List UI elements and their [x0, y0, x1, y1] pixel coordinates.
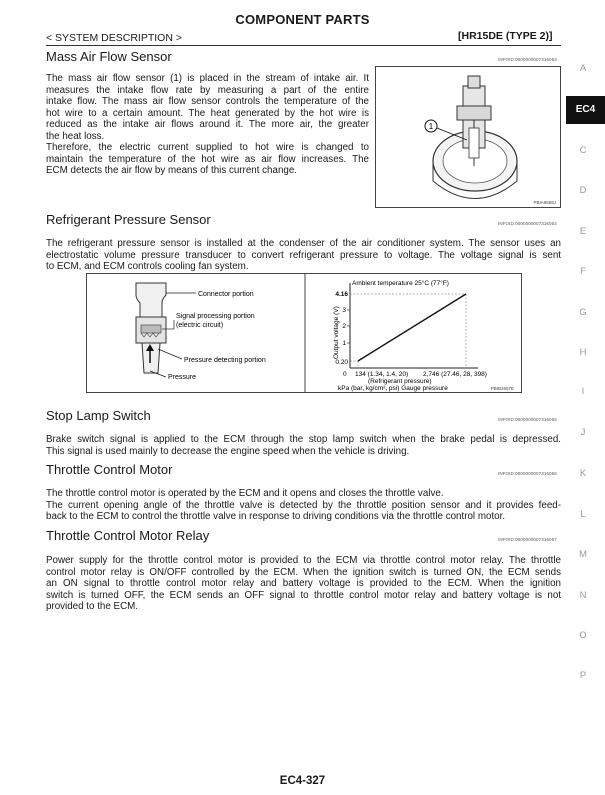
- heading-mass-air-flow-sensor: Mass Air Flow Sensor: [46, 49, 172, 64]
- sidebar-letter-l[interactable]: L: [580, 509, 586, 520]
- throttle-relay-description: Power supply for the throttle control motor is provided to the ECM via throttle control motor relay. The throttle control motor relay is ON/OFF controlled by the ECM. When the ignition switch is turned ON, the ECM sends an ON signal to throttle control motor relay and battery voltage is provided to the ECM. When the ignition switch is turned OFF, the ECM sends an OFF signal to throttle control motor relay and battery voltage is not provided to the ECM.: [46, 555, 561, 612]
- info-id-maf: INFOID:0000000007316053: [498, 57, 557, 62]
- info-id-throttle-relay: INFOID:0000000007316057: [498, 537, 557, 542]
- label-electric-circuit: (electric circuit): [176, 322, 224, 329]
- refrigerant-sensor-figure: [86, 273, 522, 393]
- ytick-4-16: 4.16: [335, 291, 348, 298]
- xtick-2746: 2,746 (27.46, 28, 398): [423, 371, 487, 378]
- heading-throttle-control-motor-relay: Throttle Control Motor Relay: [46, 528, 210, 543]
- sidebar-letter-i[interactable]: I: [581, 386, 585, 397]
- label-pressure-detecting: Pressure detecting portion: [184, 357, 266, 364]
- refrigerant-description: The refrigerant pressure sensor is installed at the condenser of the air conditioner system. The sensor uses an electrostatic volume pressure transducer to convert refrigerant pressure to voltage. The voltage signal is sent to ECM, and ECM controls cooling fan system.: [46, 238, 561, 272]
- sidebar-letter-j[interactable]: J: [580, 427, 586, 438]
- maf-callout-label: 1: [428, 122, 434, 131]
- graph-y-label: Output voltage (V): [333, 306, 340, 359]
- sensor-connector-shape: [136, 283, 166, 317]
- sidebar-letter-c[interactable]: C: [579, 145, 587, 156]
- sidebar-letter-n[interactable]: N: [579, 590, 587, 601]
- ytick-3: 3: [342, 307, 346, 314]
- ytick-0-20: 0.20: [335, 359, 348, 366]
- page-number: EC4-327: [279, 775, 326, 787]
- throttle-motor-description: The throttle control motor is operated by the ECM and it opens and closes the throttle valve. The current opening angle of the throttle valve is detected by the throttle position sensor and it provides feed- back to the ECM to control the throttle valve in response to driving conditions via the throttle control motor.: [46, 488, 561, 522]
- sidebar-tab-ec4[interactable]: EC4: [566, 96, 605, 124]
- graph-x-label-1: (Refrigerant pressure): [368, 378, 432, 385]
- xtick-134: 134 (1.34, 1.4, 20): [355, 371, 409, 378]
- sidebar-letter-g[interactable]: G: [579, 307, 587, 318]
- sidebar-letter-f[interactable]: F: [580, 266, 586, 277]
- section-breadcrumb: < SYSTEM DESCRIPTION >: [46, 32, 182, 44]
- graph-x-label-2: kPa (bar, kg/cm², psi) Gauge pressure: [338, 385, 448, 392]
- ytick-2: 2: [342, 323, 346, 330]
- page-title: COMPONENT PARTS: [235, 12, 370, 27]
- heading-throttle-control-motor: Throttle Control Motor: [46, 462, 173, 477]
- maf-figure-code: PBIA9559J: [533, 200, 556, 205]
- label-signal-processing: Signal processing portion: [176, 313, 255, 320]
- heading-refrigerant-pressure-sensor: Refrigerant Pressure Sensor: [46, 212, 211, 227]
- sidebar-letter-d[interactable]: D: [579, 185, 587, 196]
- label-connector-portion: Connector portion: [198, 291, 254, 298]
- sidebar-letter-o[interactable]: O: [579, 630, 587, 641]
- stop-lamp-description: Brake switch signal is applied to the ECM through the stop lamp switch when the brake pedal is depressed. This signal is used mainly to decrease the engine speed when the vehicle is driving.: [46, 434, 561, 457]
- sidebar-letter-h[interactable]: H: [579, 347, 587, 358]
- engine-model-label: [HR15DE (TYPE 2)]: [458, 30, 553, 42]
- header-divider: [46, 45, 561, 46]
- sidebar-letter-m[interactable]: M: [579, 549, 587, 560]
- xtick-0: 0: [343, 371, 347, 378]
- graph-ambient-label: Ambient temperature 25°C (77°F): [352, 280, 449, 287]
- ytick-1: 1: [342, 340, 346, 347]
- info-id-throttle-motor: INFOID:0000000007316056: [498, 471, 557, 476]
- sidebar-letter-p[interactable]: P: [579, 670, 587, 681]
- sidebar-letter-e[interactable]: E: [579, 226, 587, 237]
- label-pressure: Pressure: [168, 374, 197, 381]
- info-id-stop-lamp: INFOID:0000000007316055: [498, 417, 557, 422]
- info-id-refrigerant: INFOID:0000000007316054: [498, 221, 557, 226]
- refrigerant-figure-code: PBIB2657E: [490, 386, 514, 391]
- maf-sensor-figure: [375, 66, 561, 208]
- sidebar-letter-a[interactable]: A: [579, 63, 587, 74]
- heading-stop-lamp-switch: Stop Lamp Switch: [46, 408, 151, 423]
- voltage-pressure-line: [358, 294, 466, 361]
- maf-description: The mass air flow sensor (1) is placed in the stream of intake air. It measures the intake flow rate by measuring a part of the entire intake flow. The mass air flow sensor controls the temperature of the hot wire to a certain amount. The heat generated by the hot wire is reduced as the intake air flows around it. The more air, the greater the heat loss. Therefore, the electric current supplied to hot wire is changed to maintain the temperature of the hot wire as air flow increases. The ECM detects the air flow by means of this current change.: [46, 73, 369, 176]
- sidebar-letter-k[interactable]: K: [579, 468, 587, 479]
